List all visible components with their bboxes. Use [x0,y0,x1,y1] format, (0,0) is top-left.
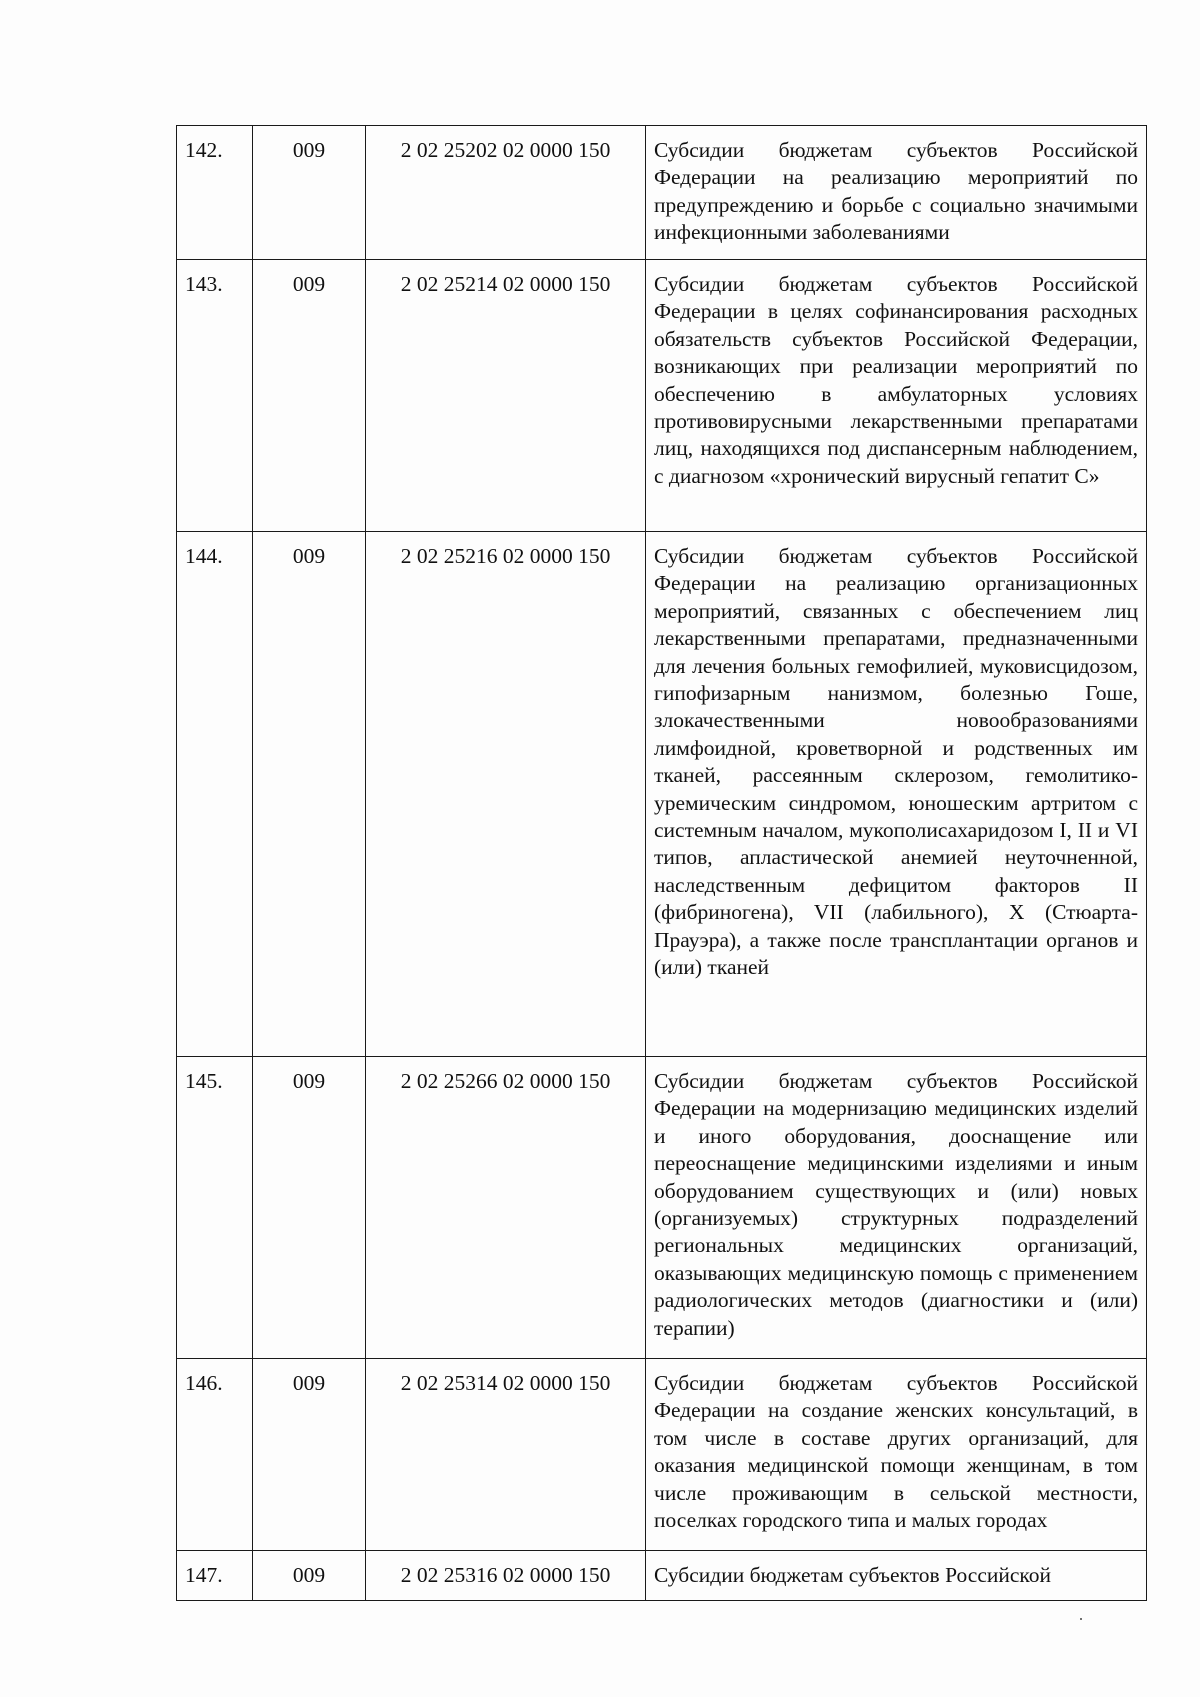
administrator-code: 009 [253,1359,366,1551]
revenue-name-text: Субсидии бюджетам субъектов Российской Федерации на реализацию организационных мероприятий, связанных с обеспечением лиц лекарственными препаратами, предназначенными для лечения больных гемофилией, муковисцидозом, гипофизарным нанизмом, болезнью Гоше, злокачественными новообразованиями лимфоидной, кроветворной и родственных им тканей, рассеянным склерозом, гемолитико-уремическим синдромом, юношеским артритом с системным началом, мукополисахаридозом I, II и VI типов, апластической анемией неуточненной, наследственным дефицитом факторов II (фибриногена), VII (лабильного), X (Стюарта-Прауэра), а также после трансплантации органов и (или) тканей [654,544,1138,980]
revenue-name [646,126,1147,260]
revenue-name-text: Субсидии бюджетам субъектов Российской Федерации на модернизацию медицинских изделий и иного оборудования, дооснащение или переоснащение медицинскими изделиями и иным оборудованием существующих и (или) новых (организуемых) структурных подразделений региональных медицинских организаций, оказывающих медицинскую помощь с применением радиологических методов (диагностики и (или) терапии) [654,1069,1138,1340]
table-row [177,1057,1147,1359]
revenue-name [646,1551,1147,1601]
administrator-code: 009 [253,260,366,532]
table-row [177,532,1147,1057]
row-number: 144. [177,532,253,1057]
row-number: 143. [177,260,253,532]
budget-classification-code: 2 02 25202 02 0000 150 [366,126,646,260]
revenue-name-text: Субсидии бюджетам субъектов Российской [654,1563,1052,1587]
budget-classification-code: 2 02 25214 02 0000 150 [366,260,646,532]
budget-classification-code: 2 02 25216 02 0000 150 [366,532,646,1057]
budget-classification-code: 2 02 25316 02 0000 150 [366,1551,646,1601]
scan-speck [1080,1618,1082,1620]
revenue-name [646,260,1147,532]
administrator-code: 009 [253,532,366,1057]
revenue-name-text: Субсидии бюджетам субъектов Российской Федерации на реализацию мероприятий по предупреждению и борьбе с социально значимыми инфекционными заболеваниями [654,138,1138,245]
row-number: 145. [177,1057,253,1359]
table-row [177,126,1147,260]
table-row [177,260,1147,532]
revenue-name-text: Субсидии бюджетам субъектов Российской Федерации на создание женских консультаций, в том числе в составе других организаций, для оказания медицинской помощи женщинам, в том числе проживающим в сельской местности, поселках городского типа и малых городах [654,1371,1138,1533]
table-row [177,1359,1147,1551]
budget-revenue-table [176,125,1147,1601]
row-number: 142. [177,126,253,260]
row-number: 146. [177,1359,253,1551]
budget-classification-code: 2 02 25266 02 0000 150 [366,1057,646,1359]
table-row [177,1551,1147,1601]
revenue-name [646,1359,1147,1551]
row-number: 147. [177,1551,253,1601]
revenue-name-text: Субсидии бюджетам субъектов Российской Федерации в целях софинансирования расходных обязательств субъектов Российской Федерации, возникающих при реализации мероприятий по обеспечению в амбулаторных условиях противовирусными лекарственными препаратами лиц, находящихся под диспансерным наблюдением, с диагнозом «хронический вирусный гепатит С» [654,272,1138,488]
administrator-code: 009 [253,1057,366,1359]
administrator-code: 009 [253,126,366,260]
administrator-code: 009 [253,1551,366,1601]
revenue-name [646,532,1147,1057]
budget-classification-code: 2 02 25314 02 0000 150 [366,1359,646,1551]
revenue-name [646,1057,1147,1359]
